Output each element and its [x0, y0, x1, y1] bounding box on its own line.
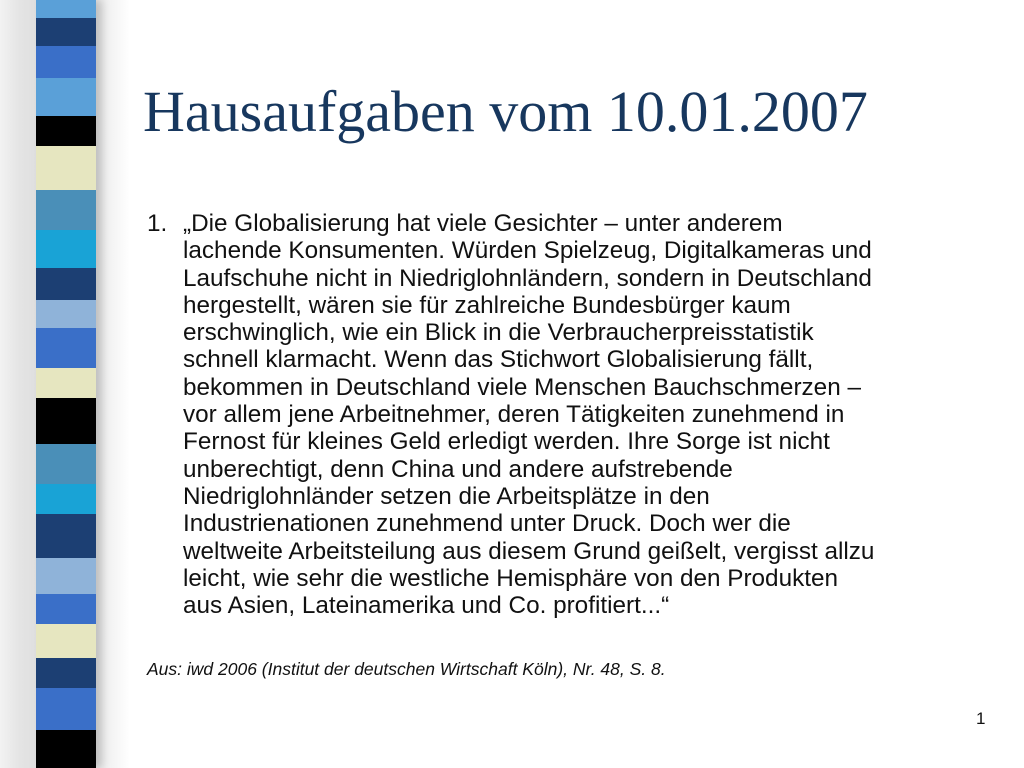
stripe-block — [36, 146, 96, 190]
quote-line: unberechtigt, denn China und andere aufstrebende — [183, 455, 733, 483]
quote-line: Fernost für kleines Geld erledigt werden. Ihre Sorge ist nicht — [183, 428, 830, 456]
quote-line: „Die Globalisierung hat viele Gesichter – unter anderem — [183, 210, 783, 237]
stripe-block — [36, 484, 96, 514]
source-citation: Aus: iwd 2006 (Institut der deutschen Wirtschaft Köln), Nr. 48, S. 8. — [147, 659, 666, 679]
quote-line: schnell klarmacht. Wenn das Stichwort Globalisierung fällt, — [183, 346, 814, 374]
stripe-block — [36, 328, 96, 368]
page-number: 1 — [976, 709, 986, 728]
stripe-block — [36, 398, 96, 444]
stripe-block — [36, 688, 96, 730]
quote-line: weltweite Arbeitsteilung aus diesem Grund geißelt, vergisst allzu — [183, 537, 875, 565]
stripe-block — [36, 268, 96, 300]
quote-line: lachende Konsumenten. Würden Spielzeug, Digitalkameras und — [183, 237, 872, 265]
stripe-block — [36, 558, 96, 594]
stripe-block — [36, 0, 96, 18]
stripe-block — [36, 624, 96, 658]
stripe-block — [36, 658, 96, 688]
stripe-block — [36, 514, 96, 558]
stripe-block — [36, 730, 96, 768]
quote-line: leicht, wie sehr die westliche Hemisphäre von den Produkten — [183, 564, 839, 592]
stripe-block — [36, 230, 96, 268]
quote-line: Industrienationen zunehmend unter Druck. Doch wer die — [183, 510, 791, 538]
slide-body — [147, 210, 1007, 619]
stripe-block — [36, 190, 96, 230]
stripe-block — [36, 116, 96, 146]
quote-line: vor allem jene Arbeitnehmer, deren Tätigkeiten zunehmend in — [183, 401, 845, 429]
quote-line: bekommen in Deutschland viele Menschen Bauchschmerzen – — [183, 373, 861, 401]
list-item — [147, 210, 1007, 619]
quote-line: erschwinglich, wie ein Blick in die Verbraucherpreisstatistik — [183, 319, 814, 347]
stripe-block — [36, 594, 96, 624]
stripe-block — [36, 46, 96, 78]
stripe-block — [36, 300, 96, 328]
quote-line: Laufschuhe nicht in Niedriglohnländern, sondern in Deutschland — [183, 264, 872, 292]
slide-title: Hausaufgaben vom 10.01.2007 — [143, 79, 868, 144]
stripe-block — [36, 444, 96, 484]
stripe-block — [36, 18, 96, 46]
stripe-block — [36, 368, 96, 398]
decorative-stripe — [36, 0, 96, 768]
quote-line: Niedriglohnländer setzen die Arbeitsplätze in den — [183, 482, 710, 510]
stripe-block — [36, 78, 96, 116]
quote-line: aus Asien, Lateinamerika und Co. profitiert...“ — [183, 592, 670, 620]
item-text — [183, 210, 1007, 619]
item-number: 1. — [147, 210, 168, 237]
quote-line: hergestellt, wären sie für zahlreiche Bundesbürger kaum — [183, 291, 791, 319]
